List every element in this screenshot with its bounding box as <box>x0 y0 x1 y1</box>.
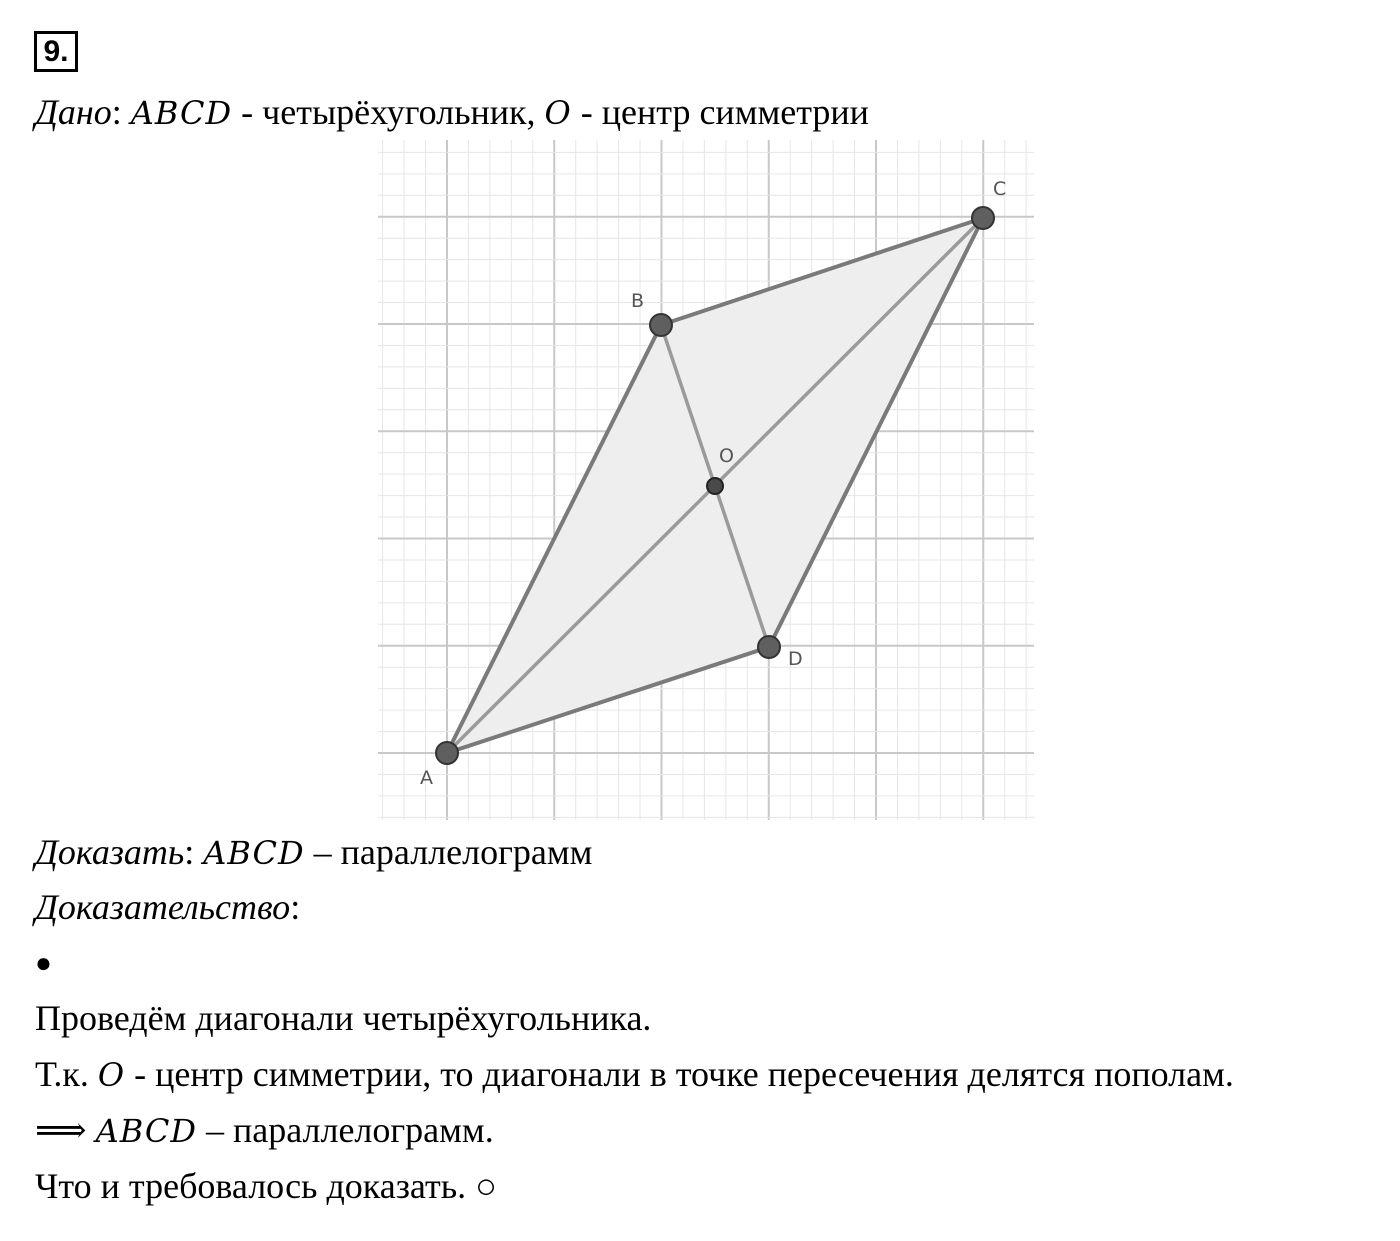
label-a: A <box>420 767 433 789</box>
geometry-figure <box>378 140 1034 820</box>
given-colon: : <box>111 92 122 132</box>
point-o <box>707 478 723 494</box>
proof-line-3-quad: ABCD <box>95 1112 197 1150</box>
point-b <box>650 314 672 336</box>
problem-number: 9. <box>34 31 78 72</box>
point-a <box>436 742 458 764</box>
given-center: O <box>544 94 572 132</box>
point-d <box>758 636 780 658</box>
proof-heading <box>35 887 300 927</box>
prove-quad: ABCD <box>203 834 305 872</box>
proof-label: Доказательство <box>35 887 291 927</box>
given-line <box>35 92 869 133</box>
prove-label: Доказать <box>35 832 185 872</box>
prove-text: – параллелограмм <box>304 832 593 872</box>
label-o: O <box>719 445 734 467</box>
proof-line-2 <box>35 1054 1234 1095</box>
proof-conclusion: Что и требовалось доказать. ○ <box>35 1166 497 1206</box>
given-label: Дано <box>35 92 112 132</box>
prove-line <box>35 832 592 873</box>
prove-colon: : <box>184 832 195 872</box>
given-text1: - четырёхугольник, <box>232 92 545 132</box>
proof-line-1: Проведём диагонали четырёхугольника. <box>35 998 652 1038</box>
implies-arrow: ⟹ <box>35 1110 96 1150</box>
proof-line-2-center: O <box>97 1056 126 1094</box>
given-text2: - центр симметрии <box>571 92 869 132</box>
given-quad: ABCD <box>130 94 233 132</box>
label-b: B <box>631 290 645 312</box>
proof-line-2-prefix: Т.к. <box>35 1054 98 1094</box>
proof-line-3 <box>35 1110 494 1151</box>
point-c <box>972 207 994 229</box>
proof-line-2-rest: - центр симметрии, то диагонали в точке пересечения делятся пополам. <box>125 1054 1234 1094</box>
proof-bullet: ● <box>35 948 52 979</box>
proof-line-3-rest: – параллелограмм. <box>196 1110 494 1150</box>
label-d: D <box>788 648 803 670</box>
label-c: C <box>993 178 1007 200</box>
proof-colon: : <box>290 887 301 927</box>
